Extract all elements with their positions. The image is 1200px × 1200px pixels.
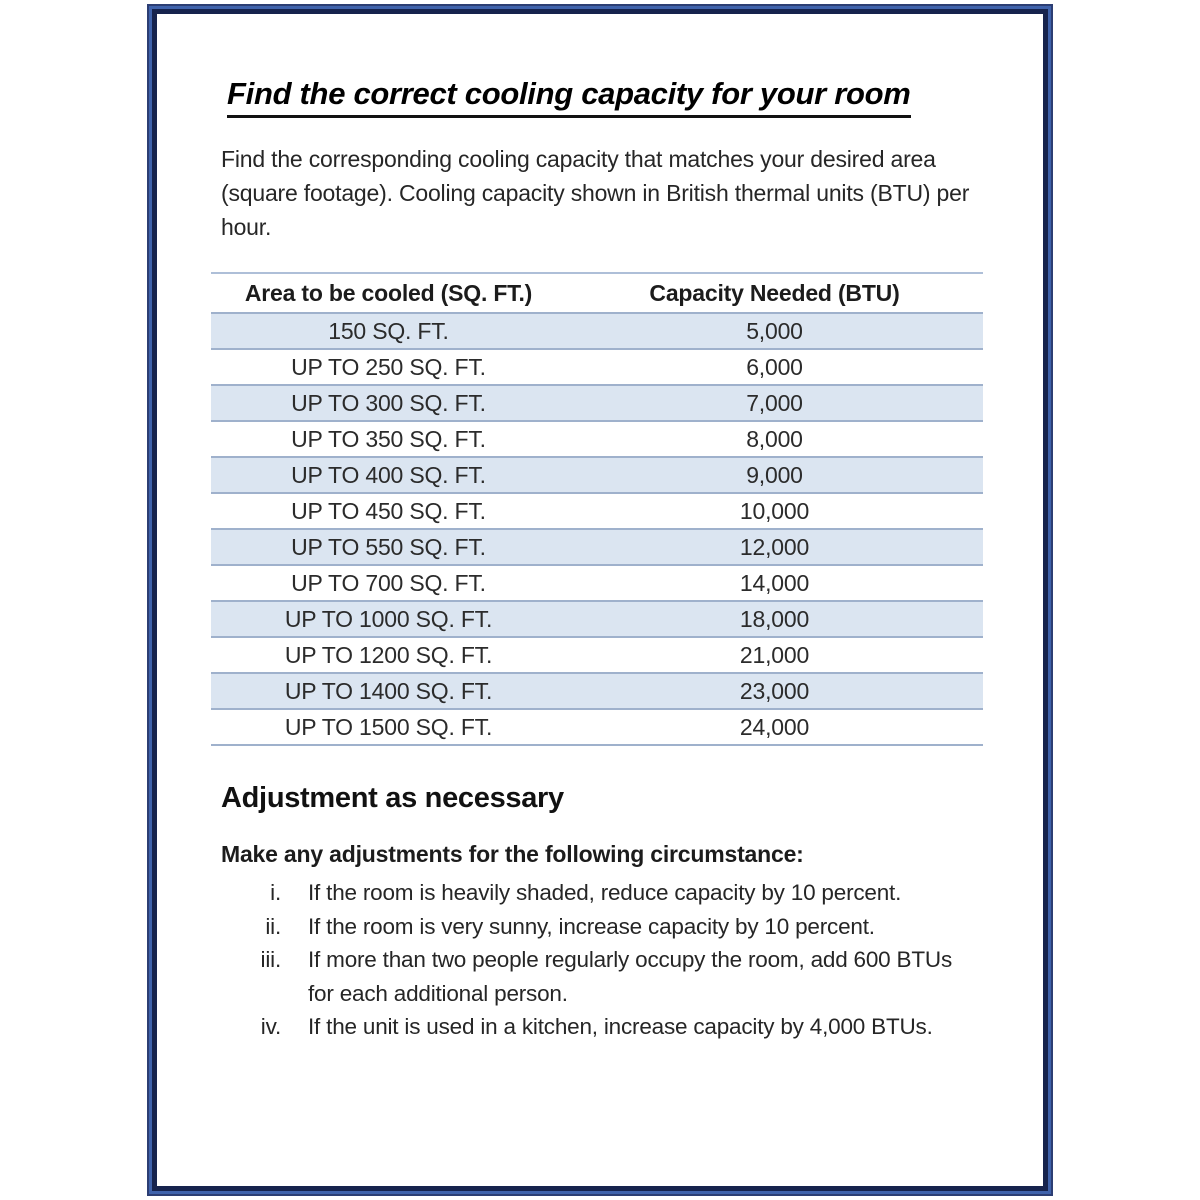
table-row <box>211 493 983 529</box>
capacity-table <box>211 272 983 746</box>
capacity-cell: 14,000 <box>739 569 810 596</box>
table-row <box>211 565 983 601</box>
document-frame <box>147 4 1053 1196</box>
column-header-capacity: Capacity Needed (BTU) <box>649 279 900 306</box>
table-row <box>211 637 983 673</box>
adjustments-heading: Adjustment as necessary <box>221 782 564 814</box>
document-page <box>152 9 1048 1191</box>
area-cell: UP TO 550 SQ. FT. <box>291 533 486 560</box>
capacity-cell: 8,000 <box>746 425 803 452</box>
adjustments-lead: Make any adjustments for the following circumstance: <box>221 841 804 867</box>
area-cell: 150 SQ. FT. <box>328 317 449 344</box>
page-title <box>227 76 1043 118</box>
table-row <box>211 709 983 745</box>
area-cell: UP TO 300 SQ. FT. <box>291 389 486 416</box>
list-item-marker: iv. <box>260 1014 281 1039</box>
list-item-marker: iii. <box>260 947 281 972</box>
adjustments-list <box>221 876 1043 1044</box>
area-cell: UP TO 250 SQ. FT. <box>291 353 486 380</box>
capacity-cell: 24,000 <box>739 713 810 740</box>
list-item-text: If the room is heavily shaded, reduce capacity by 10 percent. <box>308 880 902 905</box>
table-row <box>211 529 983 565</box>
capacity-cell: 10,000 <box>739 497 810 524</box>
document-frame-mid <box>149 6 1051 1194</box>
list-item-text: If the unit is used in a kitchen, increase capacity by 4,000 BTUs. <box>308 1014 933 1039</box>
table-row <box>211 601 983 637</box>
list-item <box>221 943 1043 1010</box>
list-item <box>221 1010 1043 1044</box>
area-cell: UP TO 350 SQ. FT. <box>291 425 486 452</box>
area-cell: UP TO 1200 SQ. FT. <box>284 641 493 668</box>
table-row <box>211 385 983 421</box>
area-cell: UP TO 1500 SQ. FT. <box>284 713 493 740</box>
list-item <box>221 910 1043 944</box>
area-cell: UP TO 700 SQ. FT. <box>291 569 486 596</box>
area-cell: UP TO 1000 SQ. FT. <box>284 605 493 632</box>
capacity-cell: 18,000 <box>739 605 810 632</box>
table-row <box>211 457 983 493</box>
area-cell: UP TO 400 SQ. FT. <box>291 461 486 488</box>
list-item <box>221 876 1043 910</box>
column-header-area: Area to be cooled (SQ. FT.) <box>244 279 533 306</box>
capacity-cell: 12,000 <box>739 533 810 560</box>
area-cell: UP TO 450 SQ. FT. <box>291 497 486 524</box>
capacity-cell: 5,000 <box>746 317 803 344</box>
list-item-marker: i. <box>270 880 281 905</box>
capacity-cell: 9,000 <box>746 461 803 488</box>
table-row <box>211 313 983 349</box>
area-cell: UP TO 1400 SQ. FT. <box>284 677 493 704</box>
list-item-marker: ii. <box>265 913 281 939</box>
table-row <box>211 421 983 457</box>
page-title-text: Find the correct cooling capacity for your room <box>227 76 911 118</box>
capacity-cell: 21,000 <box>739 641 810 668</box>
list-item-text: If more than two people regularly occupy the room, add 600 BTUs for each additional person. <box>308 947 952 1006</box>
capacity-cell: 7,000 <box>746 389 803 416</box>
list-item-text: If the room is very sunny, increase capacity by 10 percent. <box>308 913 875 939</box>
table-header-row <box>211 273 983 313</box>
capacity-cell: 23,000 <box>739 677 810 704</box>
intro-paragraph: Find the corresponding cooling capacity that matches your desired area (square footage). Cooling capacity shown in British thermal units (BTU) per hour. <box>221 146 970 240</box>
table-row <box>211 349 983 385</box>
table-row <box>211 673 983 709</box>
capacity-cell: 6,000 <box>746 353 803 380</box>
